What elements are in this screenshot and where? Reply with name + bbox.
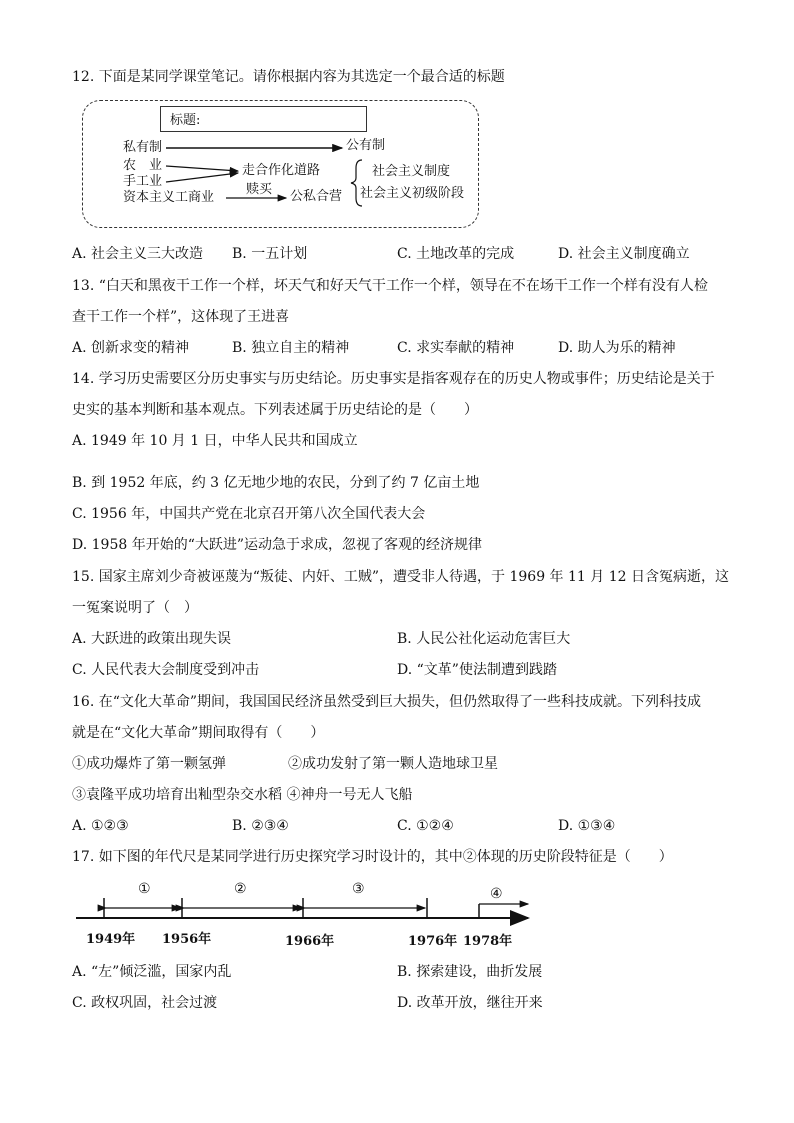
diagram-title-label: 标题: <box>170 113 201 128</box>
q12-option-c[interactable]: C. 土地改革的完成 <box>397 246 515 262</box>
q13-option-c[interactable]: C. 求实奉献的精神 <box>397 340 515 356</box>
q16-option-b[interactable]: B. ②③④ <box>232 818 289 834</box>
q14-stem-line2: 史实的基本判断和基本观点。下列表述属于历史结论的是（ ） <box>72 402 478 418</box>
q16-option-a[interactable]: A. ①②③ <box>72 818 129 834</box>
q15-stem-line2: 一冤案说明了（ ） <box>72 600 198 616</box>
q16-stem-line1: 16. 在“文化大革命”期间，我国国民经济虽然受到巨大损失，但仍然取得了一些科技成就。下列科技成 <box>72 694 702 710</box>
timeline-year-1966: 1966年 <box>285 934 335 949</box>
q15-option-c[interactable]: C. 人民代表大会制度受到冲击 <box>72 662 260 678</box>
q15-option-a[interactable]: A. 大跃进的政策出现失误 <box>72 631 232 647</box>
timeline-segment-4: ④ <box>490 886 503 902</box>
q14-option-d[interactable]: D. 1958 年开始的“大跃进”运动急于求成，忽视了客观的经济规律 <box>72 537 483 553</box>
q13-stem-line2: 查干工作一个样”，这体现了王进喜 <box>72 309 290 325</box>
q12-option-a[interactable]: A. 社会主义三大改造 <box>72 246 204 262</box>
q15-option-d[interactable]: D. “文革”使法制遭到践踏 <box>397 662 557 678</box>
q12-stem: 12. 下面是某同学课堂笔记。请你根据内容为其选定一个最合适的标题 <box>72 69 505 85</box>
diagram-primary-stage: 社会主义初级阶段 <box>360 186 465 201</box>
q17-option-b[interactable]: B. 探索建设，曲折发展 <box>397 964 543 980</box>
diagram-cooperative-road: 走合作化道路 <box>242 163 321 178</box>
diagram-private-ownership: 私有制 <box>123 140 163 155</box>
q15-stem-line1: 15. 国家主席刘少奇被诬蔑为“叛徒、内奸、工贼”，遭受非人待遇，于 1969 年 11 月 12 日含冤病逝，这 <box>72 569 729 585</box>
timeline-year-1949: 1949年 <box>86 932 136 947</box>
q17-option-d[interactable]: D. 改革开放，继往开来 <box>397 995 543 1011</box>
diagram-capitalist-industry: 资本主义工商业 <box>123 190 215 205</box>
q17-stem: 17. 如下图的年代尺是某同学进行历史探究学习时设计的，其中②体现的历史阶段特征是（ ） <box>72 849 673 865</box>
q12-option-b[interactable]: B. 一五计划 <box>232 246 308 262</box>
q16-item-1: ①成功爆炸了第一颗氢弹 <box>72 756 226 772</box>
q14-option-a[interactable]: A. 1949 年 10 月 1 日，中华人民共和国成立 <box>72 433 358 449</box>
diagram-socialist-system: 社会主义制度 <box>372 164 451 179</box>
q17-option-a[interactable]: A. “左”倾泛滥，国家内乱 <box>72 964 232 980</box>
diagram-handicraft: 手工业 <box>123 174 163 189</box>
q13-option-a[interactable]: A. 创新求变的精神 <box>72 340 190 356</box>
timeline-year-1976: 1976年 <box>408 934 458 949</box>
q13-option-d[interactable]: D. 助人为乐的精神 <box>558 340 676 356</box>
diagram-joint-ownership: 公私合营 <box>290 189 343 204</box>
q14-option-b[interactable]: B. 到 1952 年底，约 3 亿无地少地的农民，分到了约 7 亿亩土地 <box>72 475 480 491</box>
diagram-public-ownership: 公有制 <box>346 138 386 153</box>
q16-stem-line2: 就是在“文化大革命”期间取得有（ ） <box>72 725 325 741</box>
timeline-segment-1: ① <box>138 881 151 897</box>
q16-option-d[interactable]: D. ①③④ <box>558 818 616 834</box>
timeline-year-1956: 1956年 <box>162 932 212 947</box>
q16-items-3-4: ③袁隆平成功培育出籼型杂交水稻 ④神舟一号无人飞船 <box>72 787 413 803</box>
q13-option-b[interactable]: B. 独立自主的精神 <box>232 340 350 356</box>
q13-stem-line1: 13. “白天和黑夜干工作一个样，坏天气和好天气干工作一个样，领导在不在场干工作一个样有没有人检 <box>72 278 708 294</box>
q15-option-b[interactable]: B. 人民公社化运动危害巨大 <box>397 631 571 647</box>
timeline-year-1978: 1978年 <box>463 934 513 949</box>
q14-stem-line1: 14. 学习历史需要区分历史事实与历史结论。历史事实是指客观存在的历史人物或事件；历史结论是关于 <box>72 371 715 387</box>
timeline-segment-3: ③ <box>352 881 365 897</box>
q16-option-c[interactable]: C. ①②④ <box>397 818 454 834</box>
q12-option-d[interactable]: D. 社会主义制度确立 <box>558 246 690 262</box>
q16-item-2: ②成功发射了第一颗人造地球卫星 <box>288 756 498 772</box>
timeline-segment-2: ② <box>234 881 247 897</box>
q14-option-c[interactable]: C. 1956 年，中国共产党在北京召开第八次全国代表大会 <box>72 506 426 522</box>
diagram-agriculture: 农 业 <box>123 158 163 173</box>
diagram-redemption: 赎买 <box>246 182 273 197</box>
q17-option-c[interactable]: C. 政权巩固，社会过渡 <box>72 995 218 1011</box>
